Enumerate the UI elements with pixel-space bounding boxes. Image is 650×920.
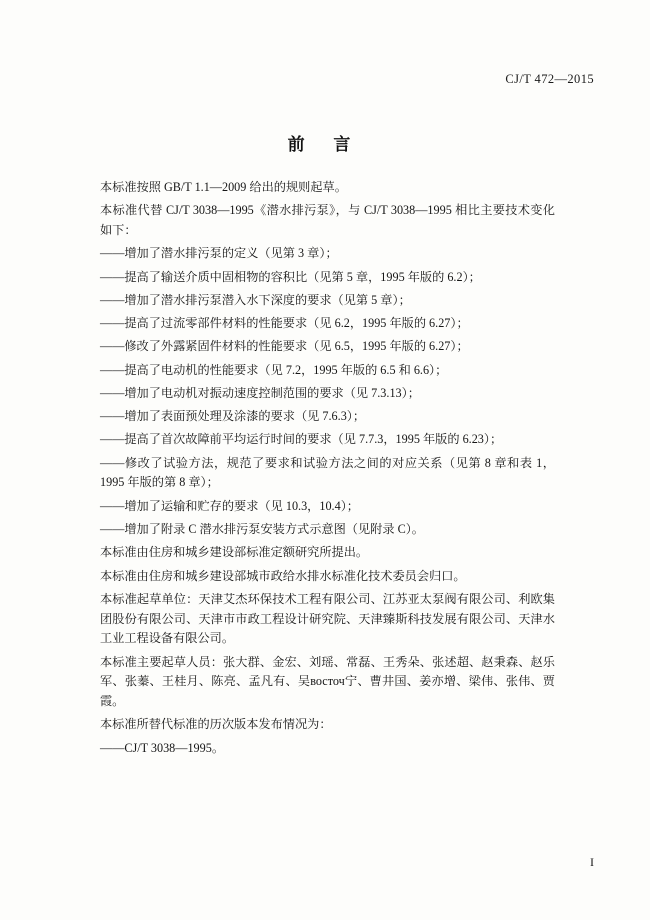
change-item: ——增加了潜水排污泵潜入水下深度的要求（见第 5 章）； bbox=[100, 292, 411, 307]
paragraph: 本标准由住房和城乡建设部标准定额研究所提出。 bbox=[100, 545, 369, 560]
change-item: ——提高了过流零部件材料的性能要求（见 6.2，1995 年版的 6.27）； bbox=[100, 316, 469, 331]
page-number: I bbox=[590, 855, 594, 869]
paragraph: 本标准由住房和城乡建设部城市政给水排水标准化技术委员会归口。 bbox=[100, 568, 466, 583]
page-title: 前 言 bbox=[287, 135, 363, 154]
paragraph: 本标准所替代标准的历次版本发布情况为： bbox=[100, 717, 332, 732]
foreword-body bbox=[100, 178, 555, 762]
change-item: ——修改了试验方法，规范了要求和试验方法之间的对应关系（见第 8 章和表 1，1995 年版的第 8 章）； bbox=[100, 455, 555, 490]
paragraph: 本标准主要起草人员：张大群、金宏、刘瑶、常磊、王秀朵、张述超、赵秉森、赵乐军、张蓁、王桂月、陈亮、孟凡有、吴восточ宁、曹井国、姜亦增、梁伟、张伟、贾霞。 bbox=[100, 654, 555, 709]
change-item: ——提高了电动机的性能要求（见 7.2，1995 年版的 6.5 和 6.6）； bbox=[100, 362, 448, 377]
paragraph: 本标准按照 GB/T 1.1—2009 给出的规则起草。 bbox=[100, 180, 347, 194]
change-item: ——增加了潜水排污泵的定义（见第 3 章）； bbox=[100, 246, 338, 261]
change-item: ——提高了首次故障前平均运行时间的要求（见 7.7.3，1995 年版的 6.23）； bbox=[100, 432, 503, 447]
standard-code-header: CJ/T 472—2015 bbox=[505, 72, 594, 86]
change-item: ——增加了电动机对振动速度控制范围的要求（见 7.3.13）； bbox=[100, 385, 420, 400]
change-item: ——增加了运输和贮存的要求（见 10.3，10.4）； bbox=[100, 498, 359, 513]
change-item: ——增加了表面预处理及涂漆的要求（见 7.6.3）； bbox=[100, 409, 366, 424]
change-item: ——CJ/T 3038—1995。 bbox=[100, 740, 225, 755]
change-item: ——增加了附录 C 潜水排污泵安装方式示意图（见附录 C）。 bbox=[100, 521, 424, 536]
paragraph: 本标准代替 CJ/T 3038—1995《潜水排污泵》，与 CJ/T 3038—1995 相比主要技术变化如下： bbox=[100, 203, 555, 238]
change-item: ——修改了外露紧固件材料的性能要求（见 6.5，1995 年版的 6.27）； bbox=[100, 339, 469, 354]
change-item: ——提高了输送介质中固相物的容积比（见第 5 章，1995 年版的 6.2）； bbox=[100, 269, 481, 284]
paragraph: 本标准起草单位：天津艾杰环保技术工程有限公司、江苏亚太泵阀有限公司、利欧集团股份有限公司、天津市市政工程设计研究院、天津臻斯科技发展有限公司、天津水工业工程设备有限公司。 bbox=[100, 591, 555, 646]
